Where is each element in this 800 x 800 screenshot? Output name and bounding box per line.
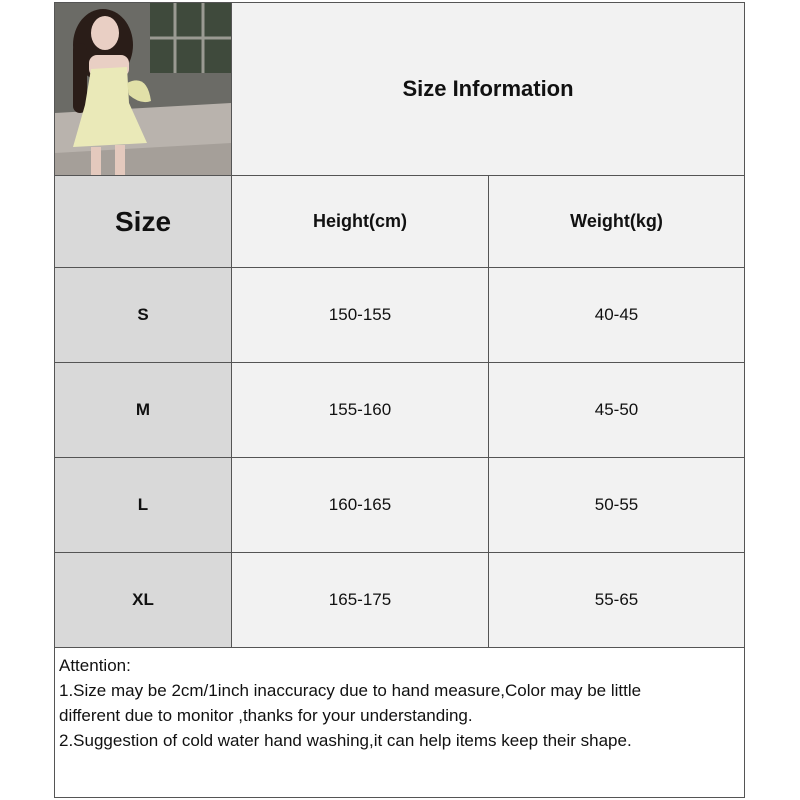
size-chart <box>54 2 745 798</box>
notes-heading: Attention: <box>59 656 131 675</box>
weight-cell: 55-65 <box>489 553 744 647</box>
weight-cell: 40-45 <box>489 268 744 362</box>
size-cell: XL <box>55 553 232 647</box>
size-cell: S <box>55 268 232 362</box>
table-row <box>55 458 744 553</box>
size-cell: M <box>55 363 232 457</box>
page-title: Size Information <box>402 76 574 101</box>
header-weight: Weight(kg) <box>489 176 744 267</box>
header-height: Height(cm) <box>232 176 489 267</box>
table-header-row <box>55 176 744 268</box>
note-line: 1.Size may be 2cm/1inch inaccuracy due to hand measure,Color may be little <box>59 681 642 700</box>
note-line: 2.Suggestion of cold water hand washing,it can help items keep their shape. <box>59 731 632 750</box>
table-row <box>55 363 744 458</box>
height-cell: 165-175 <box>232 553 489 647</box>
attention-notes <box>55 653 744 753</box>
title-cell <box>232 3 744 176</box>
product-photo <box>55 3 232 176</box>
note-line: different due to monitor ,thanks for your understanding. <box>59 706 473 725</box>
table-row <box>55 553 744 648</box>
weight-cell: 50-55 <box>489 458 744 552</box>
table-row <box>55 268 744 363</box>
height-cell: 155-160 <box>232 363 489 457</box>
size-table <box>55 176 744 648</box>
header-size: Size <box>55 176 232 267</box>
height-cell: 160-165 <box>232 458 489 552</box>
weight-cell: 45-50 <box>489 363 744 457</box>
size-cell: L <box>55 458 232 552</box>
height-cell: 150-155 <box>232 268 489 362</box>
